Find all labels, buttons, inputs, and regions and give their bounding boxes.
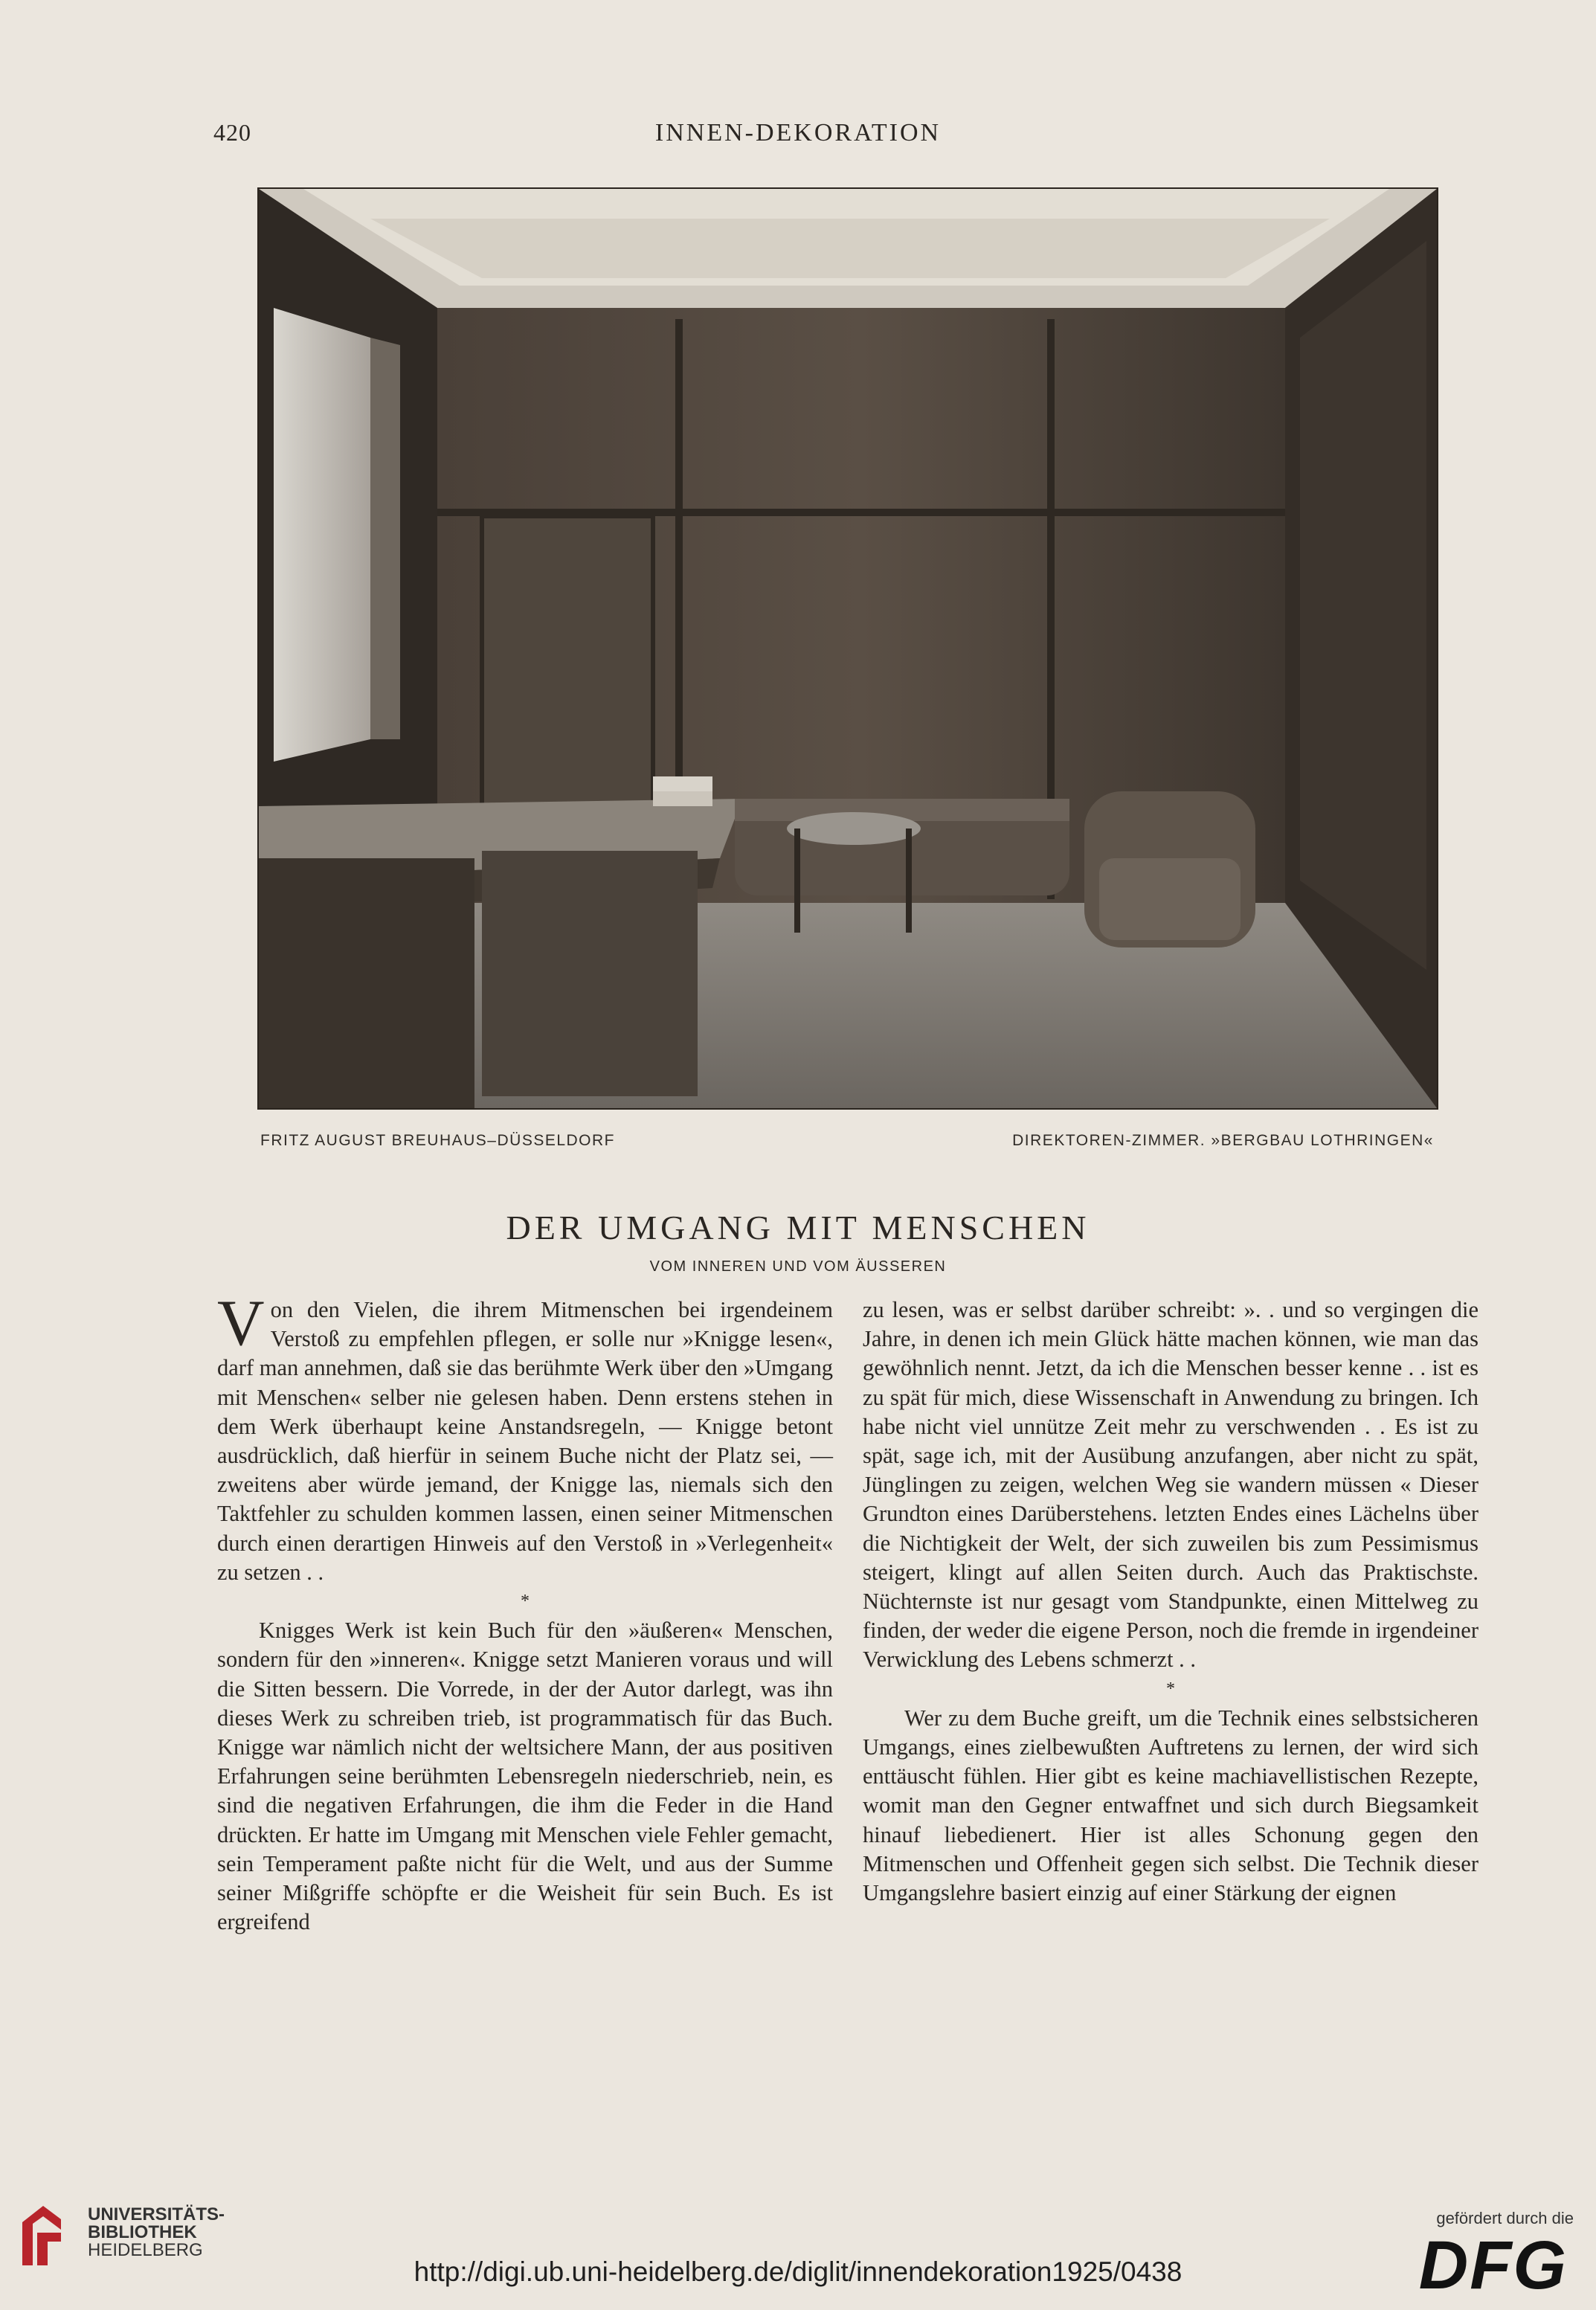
dfg-logo-icon: DFG (1418, 2227, 1568, 2303)
right-paragraph-1: zu lesen, was er selbst darüber schreibt: ». . und so vergingen die Jahre, in denen ich mein Glück hätte machen können, wie man das gewöhnlich nennt. Jetzt, da ich die Menschen besser kenne . . ist es zu spät für mich, diese Wissenschaft in Anwendung zu bringen. Ich habe nicht viel unnütze Zeit mehr zu verschwenden . . Es ist zu spät, sage ich, mit der Ausübung anzufangen, aber nicht zu spät, Jünglingen zu zeigen, welchen Weg sie wandern müssen « Dieser Grundton eines Darüberstehens. letzten Endes eines Lächelns über die Nichtigkeit der Welt, der sich zuweilen bis zum Pessimismus steigert, klingt auf allen Seiten durch. Auch das Praktischste. Nüchternste ist nur gesagt vom Standpunkte, einen Mittelweg zu finden, der weder die eigene Person, noch die fremde in irgendeiner Verwicklung des Lebens schmerzt . . (863, 1297, 1478, 1673)
library-name-line-2: BIBLIOTHEK (88, 2222, 197, 2242)
right-paragraph-2: Wer zu dem Buche greift, um die Technik eines selbstsicheren Umgangs, eines zielbewußten Auftretens zu lernen, der wird sich enttäuscht fühlen. Hier gibt es keine machiavellistischen Rezepte, womit man den Gegner entwaffnet und sich durch Biegsamkeit hinauf liebedienert. Hier ist alles Schonung gegen den Mitmenschen und Offenheit gegen sich selbst. Die Technik dieser Umgangslehre basiert einzig auf einer Stärkung der eignen (863, 1705, 1478, 1906)
section-separator: * (521, 1592, 530, 1612)
office-interior-photo (257, 187, 1438, 1110)
page-number: 420 (213, 119, 251, 146)
left-paragraph-1-text: on den Vielen, die ihrem Mitmenschen bei irgendeinem Verstoß zu empfehlen pflegen, er solle nur »Knigge lesen«, darf man annehmen, daß sie das berühmte Werk über den »Umgang mit Menschen« selber nie gelesen haben. Denn erstens stehen in dem Werk überhaupt keine Anstandsregeln, — Knigge betont ausdrücklich, daß hierfür in seinem Buche nicht der Platz sei, — zweitens aber würde jemand, der Knigge las, niemals sich den Taktfehler zu schulden kommen lassen, einen seiner Mitmenschen durch einen derartigen Hinweis auf den Verstoß in »Verlegenheit« zu setzen . . (217, 1297, 833, 1585)
source-url[interactable]: http://digi.ub.uni-heidelberg.de/diglit/innendekoration1925/0438 (414, 2256, 1182, 2287)
library-name-line-3: HEIDELBERG (88, 2240, 203, 2260)
library-name (88, 2206, 225, 2259)
funded-by-label: gefördert durch die (1436, 2209, 1574, 2227)
right-column (863, 1296, 1478, 1908)
figure-caption-right: DIREKTOREN-ZIMMER. »BERGBAU LOTHRINGEN« (1012, 1132, 1434, 1149)
running-title: INNEN-DEKORATION (654, 119, 942, 147)
drop-cap: V (217, 1287, 265, 1360)
section-separator: * (1166, 1679, 1175, 1699)
library-name-line-1: UNIVERSITÄTS- (88, 2204, 225, 2224)
left-column (217, 1287, 833, 1937)
left-paragraph-1 (217, 1287, 833, 1587)
article-title: DER UMGANG MIT MENSCHEN (506, 1209, 1090, 1246)
article-subtitle: VOM INNEREN UND VOM ÄUSSEREN (649, 1258, 947, 1275)
figure-caption-left: FRITZ AUGUST BREUHAUS–DÜSSELDORF (260, 1132, 616, 1149)
left-paragraph-2: Knigges Werk ist kein Buch für den »äußeren« Menschen, sondern für den »inneren«. Knigge setzt Manieren voraus und will die Sitten bessern. Die Vorrede, in der der Autor darlegt, was ihn dieses Werk zu schreiben trieb, ist programmatisch für das Buch. Knigge war nämlich nicht der weltsichere Mann, der aus positiven Erfahrungen seine berühmten Lebensregeln niederschrieb, nein, es sind die negativen Erfahrungen, die ihm die Feder in die Hand drückten. Er hatte im Umgang mit Menschen viele Fehler gemacht, sein Temperament paßte nicht für die Welt, und aus der Summe seiner Mißgriffe schöpfte er die Weisheit für sein Buch. Es ist ergreifend (217, 1618, 833, 1935)
